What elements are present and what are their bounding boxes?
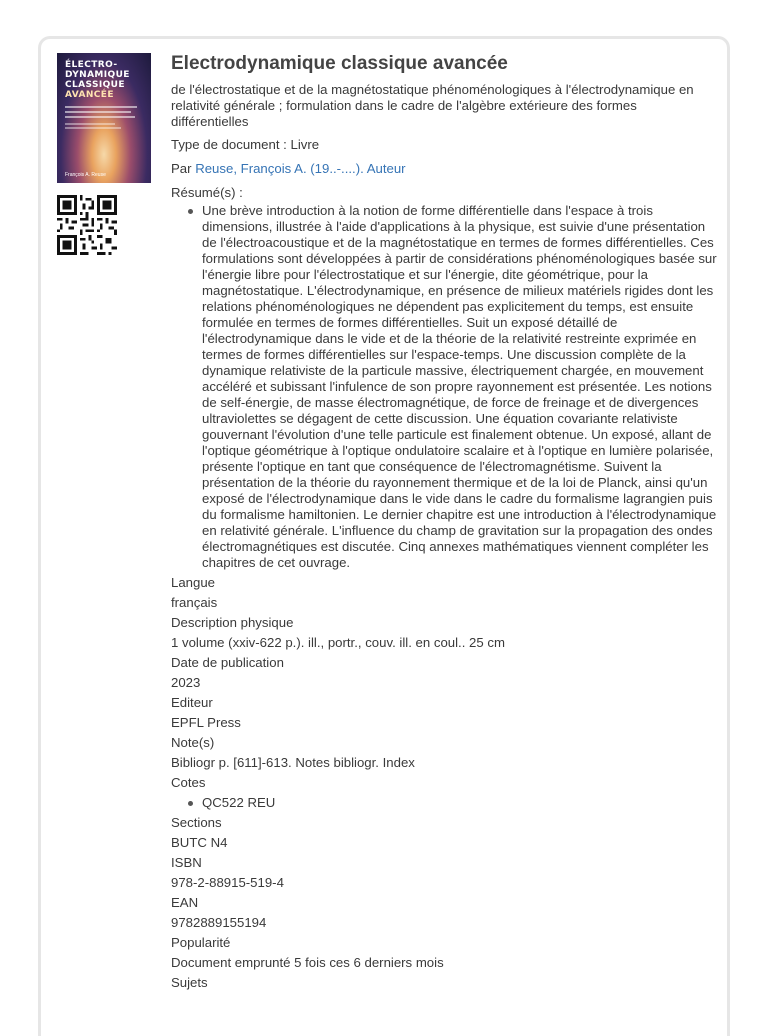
notes-value: Bibliogr p. [611]-613. Notes bibliogr. Index (171, 755, 415, 770)
record-card (38, 36, 730, 1036)
editeur-label: Editeur (171, 695, 213, 710)
cotes-list (171, 795, 717, 811)
cote-item: QC522 REU (202, 795, 717, 811)
record-subtitle: de l'électrostatique et de la magnétostatique phénoménologiques à l'électrodynamique en relativité générale ; formulation dans le cadre de l'algèbre extérieure des formes différentielles (171, 82, 694, 129)
isbn-value: 978-2-88915-519-4 (171, 875, 284, 890)
book-cover-image[interactable] (57, 53, 151, 183)
ean-value: 9782889155194 (171, 915, 267, 930)
cover-author: François A. Reuse (65, 172, 106, 178)
sections-label: Sections (171, 815, 222, 830)
ean-label: EAN (171, 895, 199, 910)
description-label: Description physique (171, 615, 294, 630)
qr-code-icon (57, 195, 117, 255)
sujets-label: Sujets (171, 975, 208, 990)
cover-title: ÉLECTRO- DYNAMIQUE CLASSIQUE AVANCÉE (65, 60, 130, 100)
summary-text: Une brève introduction à la notion de forme différentielle dans l'espace à trois dimensions, illustrée à l'aide d'applications à la physique, est suivie d'une présentation de l'électroacoustique et de la magnétostatique en termes de formes différentielles. Ces formulations sont développées à partir de considérations phénoménologiques basée sur l'énergie libre pour l'électrostatique et sur l'énergie, dite géométrique, pour la magnétostatique. L'électrodynamique, en présence de milieux matériels rigides dont les relations phénoménologiques ne dépendent pas explicitement du temps, est ensuite formulée en termes de formes différentielles. Suit un exposé détaillé de l'électrodynamique dans le vide et de la théorie de la relativité restreinte exprimée en termes de formes différentielles sur l'espace-temps. Une discussion complète de la dynamique relativiste de la particule massive, électriquement chargée, en mouvement accéléré et subissant l'infulence de son propre rayonnement est présentée. Les notions de self-énergie, de masse électromagnétique, de force de freinage et de divergences ultraviolettes se dégagent de cette discussion. Une équation covariante relativiste gouvernant l'évolution d'une telle particule est finalement obtenue. Un exposé, allant de l'optique géométrique à l'optique ondulatoire scalaire et à l'optique en lumière polarisée, présente l'optique en tant que conséquence de l'électromagnétisme. Suivent la présentation de la théorie du rayonnement thermique et de la loi de Planck, ainsi qu'un exposé de l'électrodynamique dans le vide dans le cadre du formalisme lagrangien puis du formalisme hamiltonien. Le dernier chapitre est une introduction à l'électrodynamique en relativité générale. L'influence du champ de gravitation sur la propagation des ondes électromagnétiques est discutée. Cinq annexes mathématiques viennent compléter les chapitres de cet ouvrage. (202, 203, 717, 570)
date-value: 2023 (171, 675, 201, 690)
record-details (171, 53, 717, 991)
media-column (57, 53, 151, 260)
date-label: Date de publication (171, 655, 284, 670)
author-line (171, 161, 717, 177)
popularite-label: Popularité (171, 935, 231, 950)
isbn-label: ISBN (171, 855, 202, 870)
langue-value: français (171, 595, 218, 610)
notes-label: Note(s) (171, 735, 215, 750)
popularite-value: Document emprunté 5 fois ces 6 derniers mois (171, 955, 444, 970)
description-value: 1 volume (xxiv-622 p.). ill., portr., couv. ill. en coul.. 25 cm (171, 635, 505, 650)
summary-list (171, 203, 717, 571)
cotes-label: Cotes (171, 775, 206, 790)
summary-label: Résumé(s) : (171, 185, 243, 200)
author-prefix: Par (171, 161, 192, 176)
author-link[interactable]: Reuse, François A. (19..-....). Auteur (195, 161, 406, 176)
record-title: Electrodynamique classique avancée (171, 53, 508, 74)
document-type: Type de document : Livre (171, 137, 320, 152)
editeur-value: EPFL Press (171, 715, 241, 730)
sections-value: BUTC N4 (171, 835, 228, 850)
langue-label: Langue (171, 575, 216, 590)
